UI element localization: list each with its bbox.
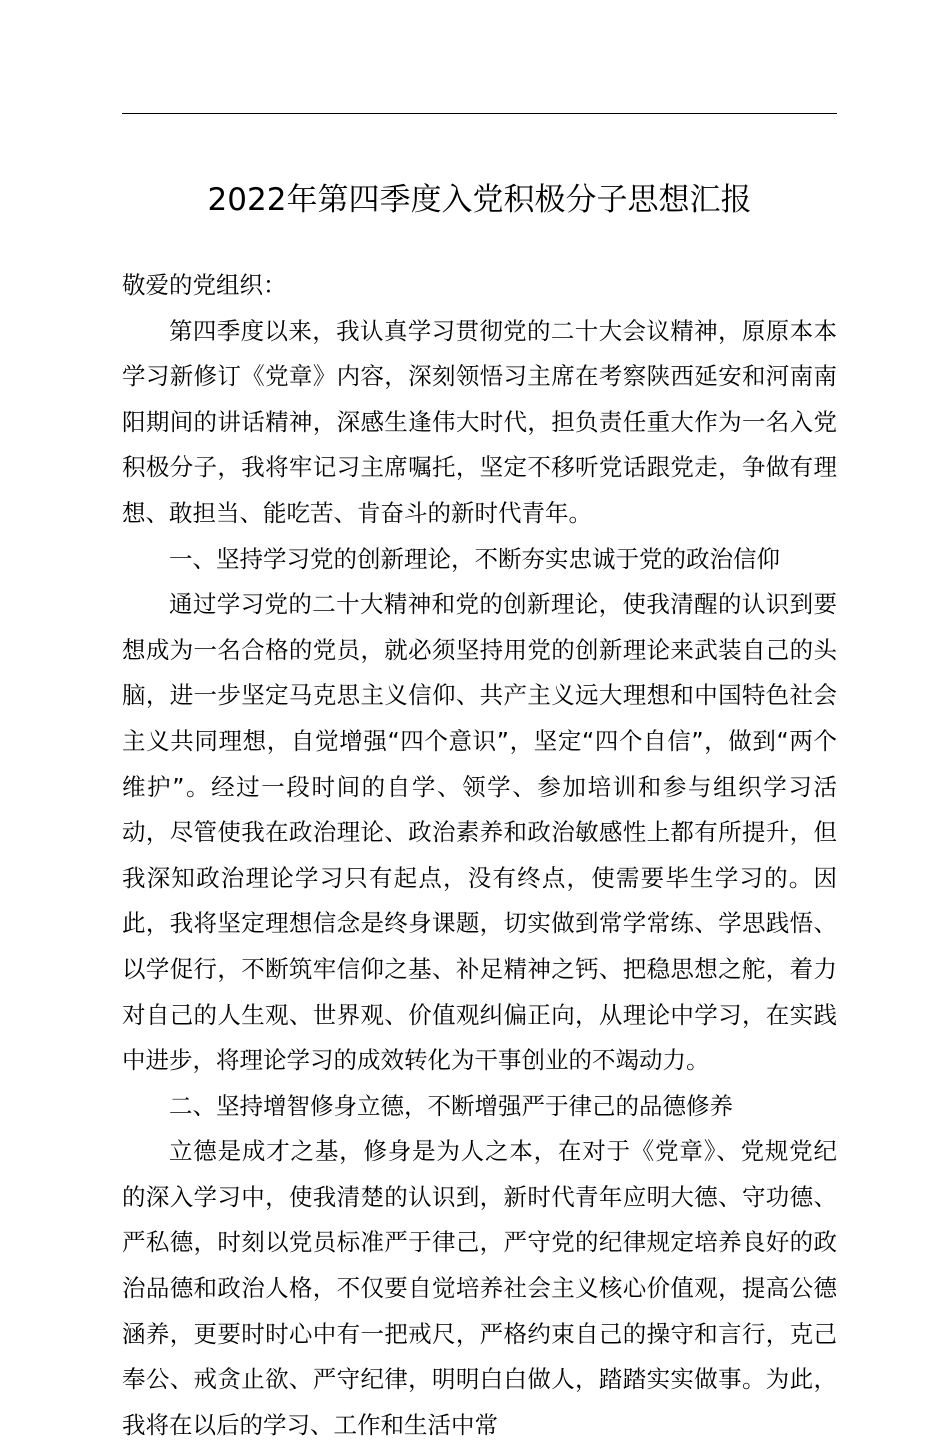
- body-paragraph: 第四季度以来，我认真学习贯彻党的二十大会议精神，原原本本学习新修订《党章》内容，深刻领悟习主席在考察陕西延安和河南南阳期间的讲话精神，深感生逢伟大时代，担负责任重大作为一名入党积极分子，我将牢记习主席嘱托，坚定不移听党话跟党走，争做有理想、敢担当、能吃苦、肯奋斗的新时代青年。: [122, 316, 837, 527]
- body-paragraph: 立德是成才之基，修身是为人之本，在对于《党章》、党规党纪的深入学习中，使我清楚的认识到，新时代青年应明大德、守功德、严私德，时刻以党员标准严于律己，严守党的纪律规定培养良好的政治品德和政治人格，不仅要自觉培养社会主义核心价值观，提高公德涵养，更要时时心中有一把戒尺，严格约束自己的操守和言行，克己奉公、戒贪止欲、严守纪律，明明白白做人，踏踏实实做事。为此，我将在以后的学习、工作和生活中常: [122, 1137, 837, 1439]
- body-paragraph: 通过学习党的二十大精神和党的创新理论，使我清醒的认识到要想成为一名合格的党员，就必须坚持用党的创新理论来武装自己的头脑，进一步坚定马克思主义信仰、共产主义远大理想和中国特色社会主义共同理想，自觉增强“四个意识”，坚定“四个自信”，做到“两个维护”。经过一段时间的自学、领学、参加培训和参与组织学习活动，尽管使我在政治理论、政治素养和政治敏感性上都有所提升，但我深知政治理论学习只有起点，没有终点，使需要毕生学习的。因此，我将坚定理想信念是终身课题，切实做到常学常练、学思践悟、以学促行，不断筑牢信仰之基、补足精神之钙、把稳思想之舵，着力对自己的人生观、世界观、价值观纠偏正向，从理论中学习，在实践中进步，将理论学习的成效转化为干事创业的不竭动力。: [122, 590, 837, 1075]
- section-heading: 一、坚持学习党的创新理论，不断夯实忠诚于党的政治信仰: [169, 544, 780, 573]
- header-rule: [122, 113, 837, 114]
- document-body: [122, 263, 837, 1448]
- section-heading: 二、坚持增智修身立德，不断增强严于律己的品德修养: [169, 1091, 733, 1120]
- document-title: 2022年第四季度入党积极分子思想汇报: [207, 182, 752, 218]
- salutation: 敬爱的党组织：: [122, 271, 287, 299]
